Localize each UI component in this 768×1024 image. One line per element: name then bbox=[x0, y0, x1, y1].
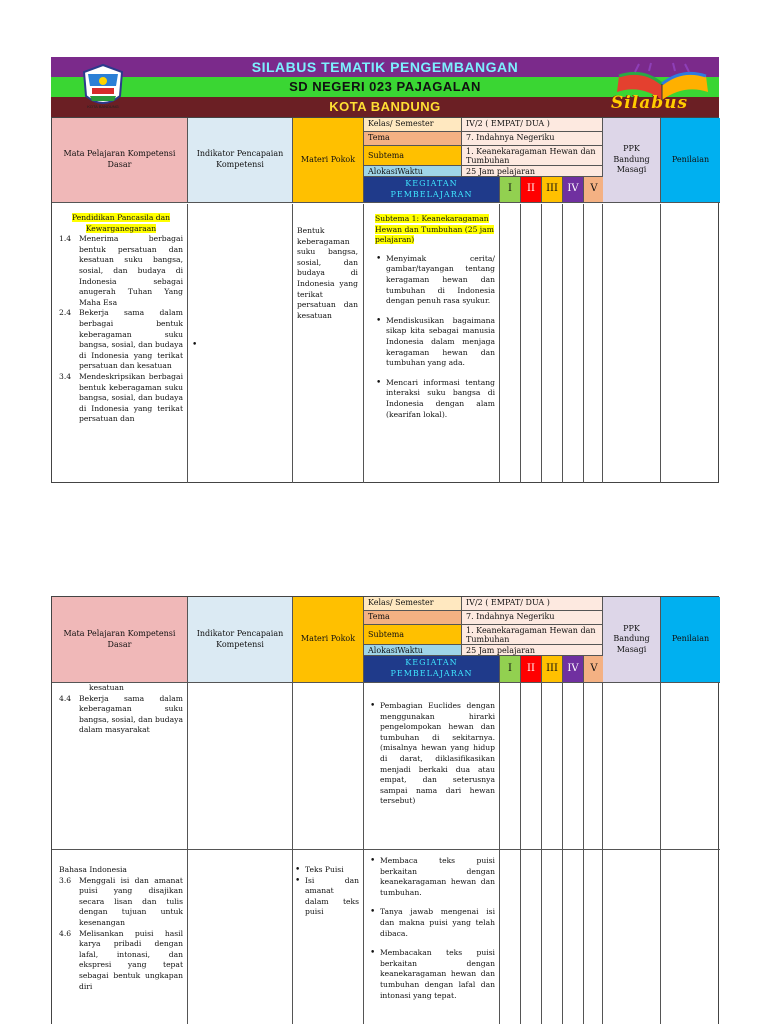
tema-value: 7. Indahnya Negeriku bbox=[462, 132, 603, 146]
penilaian-cell bbox=[661, 204, 720, 483]
subtema-title: Subtema 1: Keanekaragaman Hewan dan Tumbuhan (25 jam pelajaran) bbox=[375, 214, 494, 245]
penilaian-cell bbox=[661, 850, 720, 1024]
header-ppk: PPK Bandung Masagi bbox=[603, 118, 661, 203]
ppk-cell bbox=[603, 850, 661, 1024]
mapel-cell bbox=[52, 850, 188, 1024]
week-III: III bbox=[542, 177, 563, 203]
kegiatan-cell bbox=[364, 683, 500, 850]
kd-continuation: kesatuan bbox=[89, 683, 124, 692]
week-IV-cell bbox=[563, 204, 584, 483]
week-II: II bbox=[521, 656, 542, 683]
tema-value: 7. Indahnya Negeriku bbox=[462, 611, 603, 625]
week-II-cell bbox=[521, 850, 542, 1024]
banner-school: SD NEGERI 023 PAJAGALAN bbox=[51, 77, 719, 97]
banner-city: KOTA BANDUNG bbox=[51, 97, 719, 117]
kelas-value: IV/2 ( EMPAT/ DUA ) bbox=[462, 118, 603, 132]
materi-cell bbox=[293, 683, 364, 850]
ppk-cell bbox=[603, 683, 661, 850]
header-materi: Materi Pokok bbox=[293, 597, 364, 683]
kegiatan-item: • Menyimak cerita/ gambar/tayangan tentang keragaman hewan dan tumbuhan di Indonesia dengan penuh rasa syukur. bbox=[375, 254, 495, 307]
week-V-cell bbox=[584, 204, 603, 483]
mapel-cell bbox=[52, 204, 188, 483]
kd-item: 2.4 Bekerja sama dalam berbagai bentuk keberagaman suku bangsa, sosial, dan budaya di Indonesia yang terikat persatuan dan kesatuan bbox=[59, 308, 183, 371]
kegiatan-cell bbox=[364, 850, 500, 1024]
silabus-logo-text: Silabus bbox=[611, 93, 689, 113]
header-indikator: Indikator Pencapaian Kompetensi bbox=[188, 597, 293, 683]
week-I-cell bbox=[500, 683, 521, 850]
kegiatan-cell bbox=[364, 204, 500, 483]
tema-label: Tema bbox=[364, 132, 462, 146]
alokasi-value: 25 Jam pelajaran bbox=[462, 645, 603, 656]
penilaian-cell bbox=[661, 683, 720, 850]
ppk-cell bbox=[603, 204, 661, 483]
header-mapel: Mata Pelajaran Kompetensi Dasar bbox=[52, 597, 188, 683]
mapel-title: Bahasa Indonesia bbox=[59, 865, 127, 874]
header-ppk: PPK Bandung Masagi bbox=[603, 597, 661, 683]
alokasi-label: AlokasiWaktu bbox=[364, 645, 462, 656]
subtema-label: Subtema bbox=[364, 146, 462, 166]
emblem-caption: KOTA BANDUNG bbox=[87, 104, 119, 109]
week-IV: IV bbox=[563, 177, 584, 203]
banner-title: SILABUS TEMATIK PENGEMBANGAN bbox=[51, 57, 719, 77]
alokasi-value: 25 Jam pelajaran bbox=[462, 166, 603, 177]
kota-bandung-emblem-icon bbox=[78, 62, 128, 112]
week-IV-cell bbox=[563, 850, 584, 1024]
header-materi: Materi Pokok bbox=[293, 118, 364, 203]
header-mapel: Mata Pelajaran Kompetensi Dasar bbox=[52, 118, 188, 203]
mapel-title: Pendidikan Pancasila dan Kewarganegaraan bbox=[71, 213, 171, 233]
week-IV-cell bbox=[563, 683, 584, 850]
indikator-cell bbox=[188, 850, 293, 1024]
week-II: II bbox=[521, 177, 542, 203]
week-I-cell bbox=[500, 204, 521, 483]
mapel-cell bbox=[52, 683, 188, 850]
kelas-value: IV/2 ( EMPAT/ DUA ) bbox=[462, 597, 603, 611]
subtema-value: 1. Keanekaragaman Hewan dan Tumbuhan bbox=[462, 625, 603, 645]
header-penilaian: Penilaian bbox=[661, 118, 720, 203]
week-III: III bbox=[542, 656, 563, 683]
materi-list bbox=[294, 865, 359, 918]
kd-item: 3.6 Menggali isi dan amanat puisi yang disajikan secara lisan dan tulis dengan tujuan untuk kesenangan bbox=[59, 875, 183, 927]
materi-cell: Bentuk keberagaman suku bangsa, sosial, dan budaya di Indonesia yang terikat persatuan dan kesatuan bbox=[293, 204, 364, 483]
week-IV: IV bbox=[563, 656, 584, 683]
week-V-cell bbox=[584, 683, 603, 850]
materi-item: • Teks Puisi bbox=[294, 865, 359, 876]
kelas-label: Kelas/ Semester bbox=[364, 118, 462, 132]
kd-item: 4.4 Bekerja sama dalam keberagaman suku bangsa, sosial, dan budaya dalam masyarakat bbox=[59, 693, 183, 735]
kegiatan-item: • Tanya jawab mengenai isi dan makna puisi yang telah dibaca. bbox=[369, 907, 495, 939]
week-II-cell bbox=[521, 204, 542, 483]
kegiatan-item: • Mencari informasi tentang interaksi suku bangsa di Indonesia dengan alam (kearifan lokal). bbox=[375, 378, 495, 420]
kelas-label: Kelas/ Semester bbox=[364, 597, 462, 611]
week-I-cell bbox=[500, 850, 521, 1024]
subtema-value: 1. Keanekaragaman Hewan dan Tumbuhan bbox=[462, 146, 603, 166]
kegiatan-list bbox=[369, 701, 495, 807]
materi-cell bbox=[293, 850, 364, 1024]
subtema-label: Subtema bbox=[364, 625, 462, 645]
header-kegiatan: KEGIATAN PEMBELAJARAN bbox=[364, 177, 500, 203]
kegiatan-item: • Membacakan teks puisi berkaitan dengan keanekaragaman hewan dan tumbuhan dengan lafal dan intonasi yang tepat. bbox=[369, 948, 495, 1001]
week-V: V bbox=[584, 656, 605, 683]
week-I: I bbox=[500, 656, 521, 683]
kegiatan-list bbox=[369, 856, 495, 1001]
header-kegiatan: KEGIATAN PEMBELAJARAN bbox=[364, 656, 500, 683]
week-V: V bbox=[584, 177, 605, 203]
week-III-cell bbox=[542, 204, 563, 483]
kd-item: 3.4 Mendeskripsikan berbagai bentuk keberagaman suku bangsa, sosial, dan budaya di Indonesia yang terikat persatuan dan bbox=[59, 371, 183, 424]
kd-item: 1.4 Menerima berbagai bentuk persatuan dan kesatuan suku bangsa, sosial, dan budaya di Indonesia sebagai anugerah Tuhan Yang Maha Esa bbox=[59, 234, 183, 307]
header-penilaian: Penilaian bbox=[661, 597, 720, 683]
indikator-cell: • bbox=[188, 204, 293, 483]
indikator-cell bbox=[188, 683, 293, 850]
header-indikator: Indikator Pencapaian Kompetensi bbox=[188, 118, 293, 203]
week-III-cell bbox=[542, 850, 563, 1024]
week-V-cell bbox=[584, 850, 603, 1024]
kegiatan-item: • Membaca teks puisi berkaitan dengan keanekaragaman hewan dan tumbuhan. bbox=[369, 856, 495, 898]
syllabus-table-page1 bbox=[51, 117, 719, 483]
tema-label: Tema bbox=[364, 611, 462, 625]
kd-item: 4.6 Melisankan puisi hasil karya pribadi dengan lafal, intonasi, dan ekspresi yang tepat sebagai bentuk ungkapan diri bbox=[59, 928, 183, 991]
week-II-cell bbox=[521, 683, 542, 850]
alokasi-label: AlokasiWaktu bbox=[364, 166, 462, 177]
kegiatan-item: • Mendiskusikan bagaimana sikap kita sebagai manusia Indonesia dalam menjaga keragaman hewan dan tumbuhan yang ada. bbox=[375, 316, 495, 369]
kegiatan-list bbox=[375, 254, 495, 420]
materi-item: • Isi dan amanat dalam teks puisi bbox=[294, 876, 359, 918]
week-III-cell bbox=[542, 683, 563, 850]
kegiatan-item: • Pembagian Euclides dengan menggunakan hirarki pengelompokan hewan dan tumbuhan di sekitarnya. (misalnya hewan yang hidup di darat, diklasifikasikan menjadi berkaki dua atau empat, dan seterusnya sampai nama dari hewan tersebut) bbox=[369, 701, 495, 807]
syllabus-table-page2 bbox=[51, 596, 719, 1024]
week-I: I bbox=[500, 177, 521, 203]
